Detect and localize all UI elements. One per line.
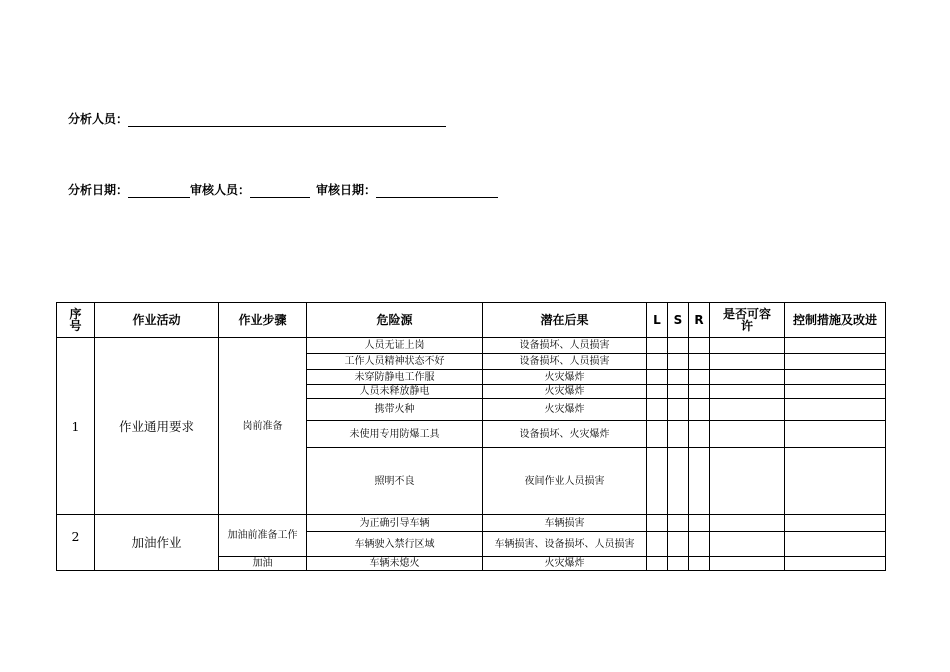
hazard-cell: 为正确引导车辆 <box>307 515 483 532</box>
col-header-l: L <box>647 303 668 338</box>
tolerable-cell[interactable] <box>710 399 785 421</box>
analyst-blank[interactable] <box>128 112 446 127</box>
r-cell[interactable] <box>689 557 710 571</box>
row-number: 2 <box>57 515 95 571</box>
r-cell[interactable] <box>689 448 710 515</box>
col-header-activity: 作业活动 <box>95 303 219 338</box>
control-cell[interactable] <box>785 532 886 557</box>
l-cell[interactable] <box>647 421 668 448</box>
control-cell[interactable] <box>785 370 886 385</box>
consequence-cell: 设备损坏、人员损害 <box>483 354 647 370</box>
tolerable-cell[interactable] <box>710 532 785 557</box>
l-cell[interactable] <box>647 557 668 571</box>
s-cell[interactable] <box>668 557 689 571</box>
control-cell[interactable] <box>785 399 886 421</box>
tolerable-cell[interactable] <box>710 557 785 571</box>
reviewer-blank[interactable] <box>250 183 310 198</box>
col-header-r: R <box>689 303 710 338</box>
analyst-line <box>68 110 446 127</box>
table-row <box>57 515 886 532</box>
hazard-cell: 人员无证上岗 <box>307 338 483 354</box>
s-cell[interactable] <box>668 532 689 557</box>
l-cell[interactable] <box>647 354 668 370</box>
header-row <box>57 303 886 338</box>
s-cell[interactable] <box>668 338 689 354</box>
hazard-cell: 未穿防静电工作服 <box>307 370 483 385</box>
s-cell[interactable] <box>668 399 689 421</box>
l-cell[interactable] <box>647 448 668 515</box>
s-cell[interactable] <box>668 354 689 370</box>
l-cell[interactable] <box>647 399 668 421</box>
consequence-cell: 火灾爆炸 <box>483 385 647 399</box>
step-cell: 加油 <box>219 557 307 571</box>
activity-cell: 加油作业 <box>95 515 219 571</box>
tolerable-cell[interactable] <box>710 385 785 399</box>
consequence-cell: 车辆损害、设备损坏、人员损害 <box>483 532 647 557</box>
control-cell[interactable] <box>785 421 886 448</box>
s-cell[interactable] <box>668 370 689 385</box>
hazard-cell: 照明不良 <box>307 448 483 515</box>
consequence-cell: 夜间作业人员损害 <box>483 448 647 515</box>
s-cell[interactable] <box>668 448 689 515</box>
consequence-cell: 设备损坏、人员损害 <box>483 338 647 354</box>
tolerable-cell[interactable] <box>710 421 785 448</box>
l-cell[interactable] <box>647 385 668 399</box>
tolerable-cell[interactable] <box>710 338 785 354</box>
control-cell[interactable] <box>785 515 886 532</box>
r-cell[interactable] <box>689 354 710 370</box>
col-header-control: 控制措施及改进 <box>785 303 886 338</box>
hazard-cell: 车辆未熄火 <box>307 557 483 571</box>
tolerable-cell[interactable] <box>710 448 785 515</box>
col-header-s: S <box>668 303 689 338</box>
analysis-date-label: 分析日期： <box>68 183 129 197</box>
consequence-cell: 车辆损害 <box>483 515 647 532</box>
control-cell[interactable] <box>785 448 886 515</box>
activity-cell: 作业通用要求 <box>95 338 219 515</box>
table-row <box>57 338 886 354</box>
l-cell[interactable] <box>647 532 668 557</box>
hazard-analysis-table <box>56 302 886 571</box>
review-date-label: 审核日期： <box>316 183 377 197</box>
col-header-hazard: 危险源 <box>307 303 483 338</box>
consequence-cell: 设备损坏、火灾爆炸 <box>483 421 647 448</box>
l-cell[interactable] <box>647 515 668 532</box>
s-cell[interactable] <box>668 385 689 399</box>
review-date-blank[interactable] <box>376 183 498 198</box>
hazard-cell: 未使用专用防爆工具 <box>307 421 483 448</box>
r-cell[interactable] <box>689 532 710 557</box>
s-cell[interactable] <box>668 515 689 532</box>
hazard-cell: 人员未释放静电 <box>307 385 483 399</box>
consequence-cell: 火灾爆炸 <box>483 370 647 385</box>
reviewer-label: 审核人员： <box>190 183 251 197</box>
r-cell[interactable] <box>689 421 710 448</box>
r-cell[interactable] <box>689 385 710 399</box>
l-cell[interactable] <box>647 338 668 354</box>
hazard-cell: 携带火种 <box>307 399 483 421</box>
consequence-cell: 火灾爆炸 <box>483 399 647 421</box>
l-cell[interactable] <box>647 370 668 385</box>
signoff-line <box>68 181 498 198</box>
s-cell[interactable] <box>668 421 689 448</box>
r-cell[interactable] <box>689 399 710 421</box>
analyst-label: 分析人员： <box>68 112 129 126</box>
tolerable-cell[interactable] <box>710 370 785 385</box>
control-cell[interactable] <box>785 557 886 571</box>
step-cell: 加油前准备工作 <box>219 515 307 557</box>
col-header-consequence: 潜在后果 <box>483 303 647 338</box>
r-cell[interactable] <box>689 515 710 532</box>
hazard-cell: 工作人员精神状态不好 <box>307 354 483 370</box>
analysis-date-blank[interactable] <box>128 183 190 198</box>
consequence-cell: 火灾爆炸 <box>483 557 647 571</box>
tolerable-cell[interactable] <box>710 515 785 532</box>
control-cell[interactable] <box>785 354 886 370</box>
r-cell[interactable] <box>689 338 710 354</box>
col-header-tolerable: 是否可容许 <box>710 303 785 338</box>
control-cell[interactable] <box>785 338 886 354</box>
step-cell: 岗前准备 <box>219 338 307 515</box>
control-cell[interactable] <box>785 385 886 399</box>
r-cell[interactable] <box>689 370 710 385</box>
col-header-no: 序号 <box>57 303 95 338</box>
tolerable-cell[interactable] <box>710 354 785 370</box>
hazard-cell: 车辆驶入禁行区域 <box>307 532 483 557</box>
col-header-step: 作业步骤 <box>219 303 307 338</box>
row-number: 1 <box>57 338 95 515</box>
